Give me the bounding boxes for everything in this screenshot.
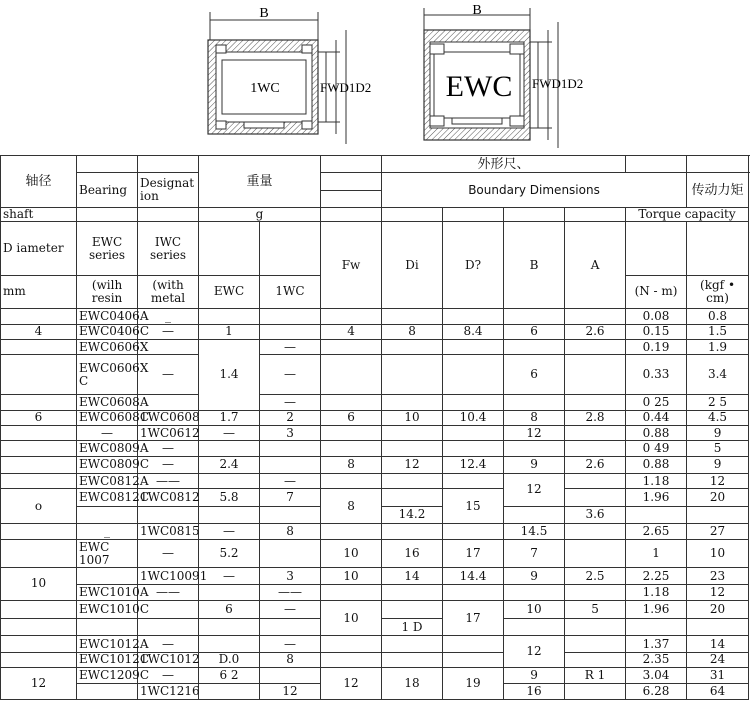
fw-cell: 8 <box>321 489 382 524</box>
weight-iwc-cell: — <box>260 600 321 618</box>
iwc-cell: 1WC10091 <box>138 567 199 584</box>
a-cell: R 1 <box>565 668 626 684</box>
weight-ewc-cell: 5.8 <box>199 489 260 506</box>
di-cell: 14 <box>382 567 443 584</box>
iwc-cell: —— <box>138 585 199 600</box>
b-cell: 8 <box>504 410 565 425</box>
weight-iwc-cell: 12 <box>260 684 321 700</box>
b-cell: 12 <box>504 425 565 440</box>
ewc-cell: EWC 1007 <box>77 540 138 568</box>
table-row <box>1 395 749 410</box>
di-cell: 10 <box>382 410 443 425</box>
weight-header-cn: 重量 <box>199 156 321 208</box>
fw-cell: 8 <box>321 456 382 473</box>
table-row <box>1 567 749 584</box>
nm-cell: 0.88 <box>626 425 687 440</box>
weight-iwc-cell: — <box>260 340 321 355</box>
nm-cell: 2.35 <box>626 652 687 667</box>
b-cell: 12 <box>504 636 565 668</box>
kgf-cell: 9 <box>687 425 749 440</box>
table-row <box>1 456 749 473</box>
b-cell: 12 <box>504 473 565 506</box>
header-row <box>1 222 749 275</box>
iwc-cell: 1WC0815 <box>138 523 199 539</box>
dim-b-left: B <box>259 6 269 21</box>
d-cell: 10.4 <box>443 410 504 425</box>
d-cell: 19 <box>443 668 504 700</box>
a-cell: 2.6 <box>565 324 626 339</box>
iwc-cell: —— <box>138 473 199 488</box>
dim-b-right: B <box>472 3 482 18</box>
ewc-cell: EWC0606X <box>77 340 138 355</box>
weight-iwc-cell: 2 <box>260 410 321 425</box>
table-row <box>1 540 749 568</box>
weight-iwc-cell: — <box>260 355 321 395</box>
axis-header-cn: 轴径 <box>1 156 77 208</box>
iwc-cell: 1WC1012 <box>138 652 199 667</box>
d-cell: 15 <box>443 489 504 524</box>
weight-iwc-cell: 3 <box>260 425 321 440</box>
ewc-cell: EWC0809C <box>77 456 138 473</box>
nm-cell: 2.65 <box>626 523 687 539</box>
header-row <box>1 208 749 222</box>
shape-header-cn: 外形尺、 <box>382 156 626 173</box>
shaft-cell: 10 <box>1 567 77 600</box>
weight-ewc-cell: D.0 <box>199 652 260 667</box>
boundary-header: Boundary Dimensions <box>382 173 687 208</box>
ewc-cell: EWC1012C <box>77 652 138 667</box>
kgf-cell: 23 <box>687 567 749 584</box>
drawing-ewc <box>424 3 583 148</box>
b-cell: 9 <box>504 567 565 584</box>
spec-table <box>0 155 749 700</box>
d-cell: 17 <box>443 600 504 636</box>
weight-iwc-cell: — <box>260 395 321 410</box>
weight-ewc-cell: 1 <box>199 324 260 339</box>
kgf-cell: 12 <box>687 585 749 600</box>
a-header: A <box>565 222 626 309</box>
table-row <box>1 309 749 324</box>
fw-header: Fw <box>321 222 382 309</box>
iwc-cell: 1WC1216 <box>138 684 199 700</box>
table-row <box>1 425 749 440</box>
di-cell: 14.2 <box>382 506 443 523</box>
kgf-cell: 27 <box>687 523 749 539</box>
table-row <box>1 473 749 488</box>
center-label-left: 1WC <box>250 81 280 96</box>
di-cell: 12 <box>382 456 443 473</box>
b-cell: 14.5 <box>504 523 565 539</box>
side-label-left: FWD1D2 <box>320 80 372 95</box>
side-label-right: FWD1D2 <box>532 76 584 91</box>
weight-iwc-cell: 8 <box>260 652 321 667</box>
drawing-1wc <box>208 6 371 144</box>
b-cell: 9 <box>504 668 565 684</box>
weight-iwc-cell: 7 <box>260 489 321 506</box>
di-cell: 16 <box>382 540 443 568</box>
a-cell: 2.6 <box>565 456 626 473</box>
diameter-header: D iameter <box>1 222 77 275</box>
fw-cell: 10 <box>321 600 382 636</box>
nm-cell: 0.15 <box>626 324 687 339</box>
header-row <box>1 156 749 173</box>
nm-header: (N - m) <box>626 275 687 309</box>
kgf-header: (kgf • cm) <box>687 275 749 309</box>
b-cell: 10 <box>504 600 565 618</box>
kgf-cell: 64 <box>687 684 749 700</box>
ewc-cell: EWC0608A <box>77 395 138 410</box>
mm-header: mm <box>1 275 77 309</box>
b-cell: 9 <box>504 456 565 473</box>
kgf-cell: 0.8 <box>687 309 749 324</box>
di-header: Di <box>382 222 443 309</box>
nm-cell: 1.96 <box>626 600 687 618</box>
metal-header: (with metal <box>138 275 199 309</box>
ewc-cell: — <box>77 425 138 440</box>
d-cell: 14.4 <box>443 567 504 584</box>
a-cell: 2.5 <box>565 567 626 584</box>
shaft-cell: 6 <box>1 410 77 425</box>
b-cell: 7 <box>504 540 565 568</box>
ewc-cell: EWC0809A <box>77 441 138 456</box>
nm-cell: 0.88 <box>626 456 687 473</box>
table-row <box>1 585 749 600</box>
bearing-drawings <box>0 0 750 155</box>
kgf-cell: 10 <box>687 540 749 568</box>
nm-cell: 0.08 <box>626 309 687 324</box>
kgf-cell: 20 <box>687 600 749 618</box>
nm-cell: 3.04 <box>626 668 687 684</box>
kgf-cell: 31 <box>687 668 749 684</box>
weight-ewc-cell: — <box>199 567 260 584</box>
shaft-cell: 12 <box>1 668 77 700</box>
kgf-cell: 5 <box>687 441 749 456</box>
nm-cell: 1.18 <box>626 473 687 488</box>
ewc-cell: EWC1010A <box>77 585 138 600</box>
iwc-cell: — <box>138 668 199 684</box>
nm-cell: 1.18 <box>626 585 687 600</box>
nm-cell: 0 25 <box>626 395 687 410</box>
weight-ewc-cell: 6 2 <box>199 668 260 684</box>
nm-cell: 0.19 <box>626 340 687 355</box>
a-cell: 5 <box>565 600 626 618</box>
center-label-right: EWC <box>445 70 513 103</box>
bearing-header: Bearing <box>77 173 138 208</box>
di-cell: 1 D <box>382 619 443 636</box>
iwc-cell: — <box>138 324 199 339</box>
ewc-cell: EWC0406C <box>77 324 138 339</box>
iwc-weight-header: 1WC <box>260 275 321 309</box>
torque-capacity-header: Torque capacity <box>626 208 749 222</box>
b-cell: 16 <box>504 684 565 700</box>
weight-ewc-cell: 1.4 <box>199 340 260 411</box>
weight-ewc-cell: — <box>199 523 260 539</box>
table-row <box>1 636 749 652</box>
d-cell: 8.4 <box>443 324 504 339</box>
kgf-cell: 4.5 <box>687 410 749 425</box>
kgf-cell: 20 <box>687 489 749 506</box>
iwc-cell: 1WC0812 <box>138 489 199 506</box>
table-row <box>1 410 749 425</box>
ewc-cell: EWC0606X C <box>77 355 138 395</box>
iwc-cell: — <box>138 441 199 456</box>
d-cell: 17 <box>443 540 504 568</box>
weight-ewc-cell: — <box>199 425 260 440</box>
di-cell: 18 <box>382 668 443 700</box>
fw-cell: 10 <box>321 540 382 568</box>
designation-header: Designat ion <box>138 173 199 208</box>
fw-cell: 12 <box>321 668 382 700</box>
b-cell: 6 <box>504 355 565 395</box>
shaft-header: shaft <box>1 208 77 222</box>
table-row <box>1 355 749 395</box>
header-row <box>1 173 749 190</box>
kgf-cell: 3.4 <box>687 355 749 395</box>
table-row <box>1 340 749 355</box>
kgf-cell: 24 <box>687 652 749 667</box>
d-header: D? <box>443 222 504 309</box>
iwc-cell: — <box>138 456 199 473</box>
ewc-series-header: EWC series <box>77 222 138 275</box>
iwc-series-header: IWC series <box>138 222 199 275</box>
d-cell: 12.4 <box>443 456 504 473</box>
g-header: g <box>199 208 321 222</box>
iwc-cell: 1WC0612 <box>138 425 199 440</box>
weight-iwc-cell: 8 <box>260 523 321 539</box>
shaft-cell: 4 <box>1 324 77 339</box>
iwc-cell: — <box>138 636 199 652</box>
nm-cell: 0 49 <box>626 441 687 456</box>
iwc-cell: _ <box>138 309 199 324</box>
ewc-cell: EWC0406A <box>77 309 138 324</box>
resin-header: (wilh resin <box>77 275 138 309</box>
b-header: B <box>504 222 565 309</box>
kgf-cell: 9 <box>687 456 749 473</box>
nm-cell: 0.33 <box>626 355 687 395</box>
torque-header-cn: 传动力矩 <box>687 173 749 208</box>
ewc-cell: EWC1010C <box>77 600 138 618</box>
weight-ewc-cell: 2.4 <box>199 456 260 473</box>
fw-cell: 4 <box>321 324 382 339</box>
kgf-cell: 2 5 <box>687 395 749 410</box>
kgf-cell: 12 <box>687 473 749 488</box>
table-row <box>1 652 749 667</box>
nm-cell: 1 <box>626 540 687 568</box>
table-row <box>1 668 749 684</box>
kgf-cell: 1.9 <box>687 340 749 355</box>
iwc-cell: — <box>138 540 199 568</box>
fw-cell: 6 <box>321 410 382 425</box>
weight-ewc-cell: 1.7 <box>199 410 260 425</box>
iwc-cell: 1WC0608 <box>138 410 199 425</box>
table-row <box>1 600 749 618</box>
weight-iwc-cell: —— <box>260 585 321 600</box>
nm-cell: 0.44 <box>626 410 687 425</box>
weight-iwc-cell: — <box>260 473 321 488</box>
di-cell: 8 <box>382 324 443 339</box>
nm-cell: 6.28 <box>626 684 687 700</box>
kgf-cell: 14 <box>687 636 749 652</box>
nm-cell: 2.25 <box>626 567 687 584</box>
iwc-cell: — <box>138 355 199 395</box>
table-row <box>1 441 749 456</box>
table-row <box>1 523 749 539</box>
ewc-cell: EWC0812A <box>77 473 138 488</box>
ewc-cell: EWC0608C <box>77 410 138 425</box>
weight-ewc-cell: 5.2 <box>199 540 260 568</box>
shaft-cell: o <box>1 489 77 524</box>
a-cell: 2.8 <box>565 410 626 425</box>
ewc-cell: _ <box>77 523 138 539</box>
b-cell: 6 <box>504 324 565 339</box>
nm-cell: 1.37 <box>626 636 687 652</box>
table-row <box>1 489 749 506</box>
weight-iwc-cell: 3 <box>260 567 321 584</box>
kgf-cell: 1.5 <box>687 324 749 339</box>
table-row <box>1 324 749 339</box>
ewc-weight-header: EWC <box>199 275 260 309</box>
weight-iwc-cell: — <box>260 636 321 652</box>
a-cell: 3.6 <box>565 506 626 523</box>
ewc-cell: EWC1012A <box>77 636 138 652</box>
ewc-cell: EWC0812C <box>77 489 138 506</box>
nm-cell: 1.96 <box>626 489 687 506</box>
ewc-cell: EWC1209C <box>77 668 138 684</box>
weight-ewc-cell: 6 <box>199 600 260 618</box>
fw-cell: 10 <box>321 567 382 584</box>
